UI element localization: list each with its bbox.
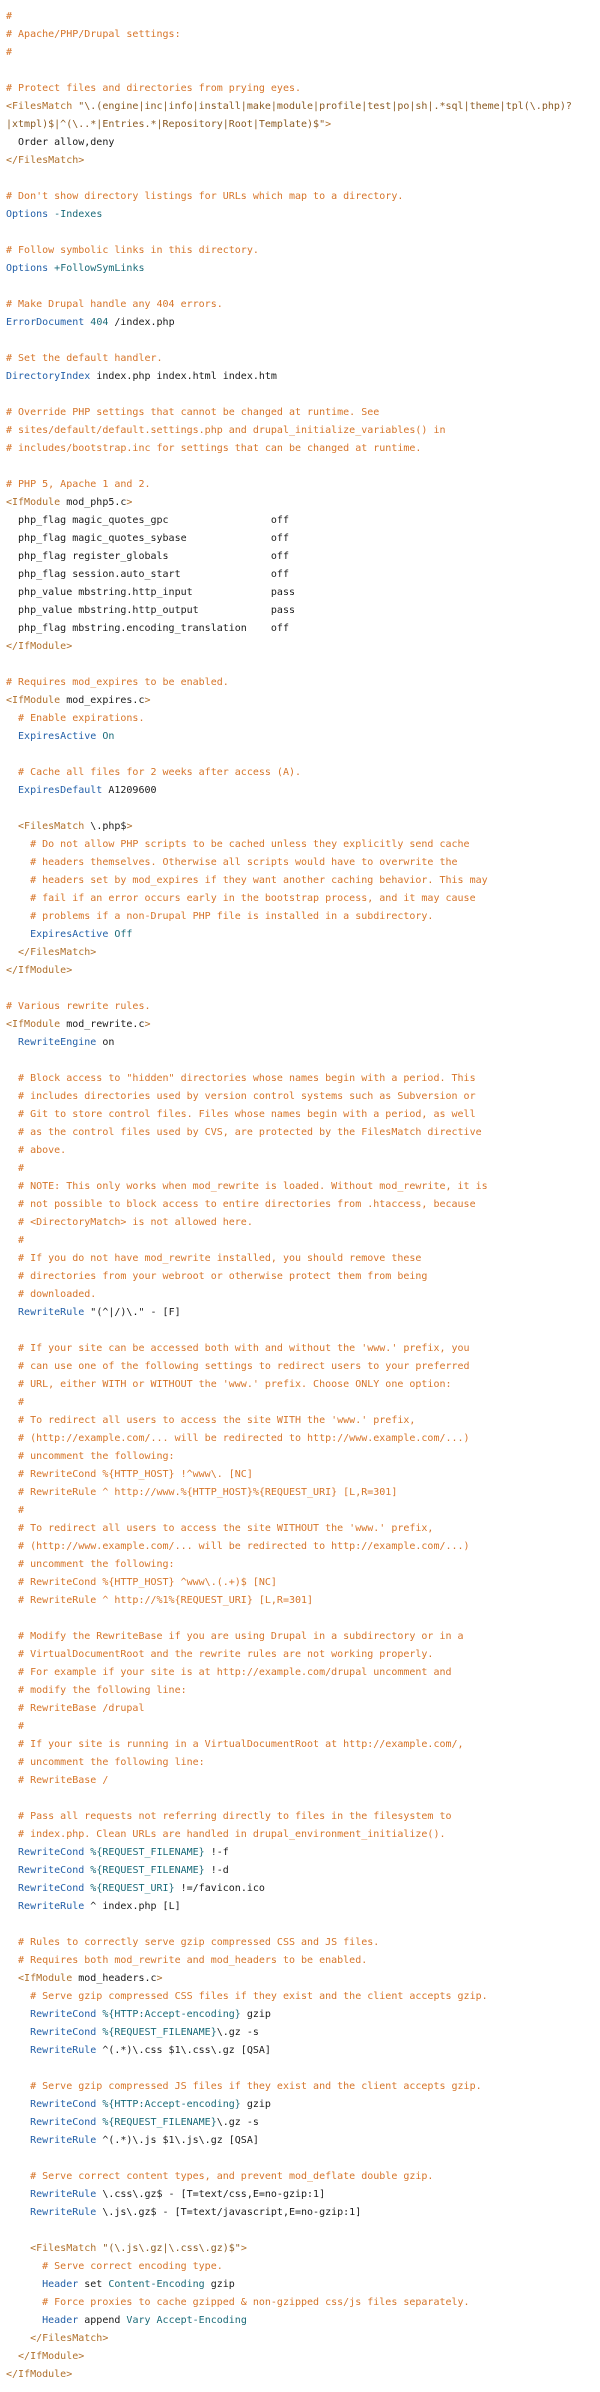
code-token: <IfModule bbox=[6, 497, 61, 508]
code-token: # Requires mod_expires to be enabled. bbox=[6, 677, 229, 688]
code-line bbox=[6, 1088, 600, 1106]
code-token: <FilesMatch bbox=[6, 101, 79, 112]
code-token: # Requires both mod_rewrite and mod_headers to be enabled. bbox=[6, 1955, 368, 1966]
code-token: # RewriteCond %{HTTP_HOST} !^www\. [NC] bbox=[6, 1469, 253, 1480]
code-token: </IfModule> bbox=[6, 965, 73, 976]
code-token: # To redirect all users to access the site WITH the 'www.' prefix, bbox=[6, 1415, 416, 1426]
code-line bbox=[6, 2294, 600, 2312]
code-token: on bbox=[96, 1037, 115, 1048]
code-token: mod_rewrite.c bbox=[60, 1019, 145, 1030]
code-line bbox=[6, 224, 600, 242]
code-line bbox=[6, 1826, 600, 1844]
code-token: # Make Drupal handle any 404 errors. bbox=[6, 299, 223, 310]
code-token: php_flag session.auto_start off bbox=[6, 569, 289, 580]
code-token: -Indexes bbox=[48, 209, 103, 220]
code-token: \.gz -s bbox=[216, 2027, 259, 2038]
code-line bbox=[6, 62, 600, 80]
code-line bbox=[6, 1286, 600, 1304]
code-line bbox=[6, 1520, 600, 1538]
code-line bbox=[6, 1268, 600, 1286]
code-line bbox=[6, 440, 600, 458]
code-line bbox=[6, 1754, 600, 1772]
code-line bbox=[6, 260, 600, 278]
code-line bbox=[6, 314, 600, 332]
code-token: gzip bbox=[240, 2009, 271, 2020]
code-token: RewriteCond bbox=[6, 2027, 97, 2038]
code-token: # Serve gzip compressed JS files if they exist and the client accepts gzip. bbox=[6, 2081, 482, 2092]
code-token: Header bbox=[6, 2315, 79, 2326]
code-line bbox=[6, 2312, 600, 2330]
code-token: RewriteRule bbox=[6, 2045, 97, 2056]
code-token: # RewriteRule ^ http://www.%{HTTP_HOST}%{REQUEST_URI} [L,R=301] bbox=[6, 1487, 398, 1498]
code-line bbox=[6, 1502, 600, 1520]
code-token: php_value mbstring.http_output pass bbox=[6, 605, 295, 616]
code-token: # problems if a non-Drupal PHP file is installed in a subdirectory. bbox=[6, 911, 434, 922]
code-token: # Pass all requests not referring directly to files in the filesystem to bbox=[6, 1811, 452, 1822]
code-token: 404 bbox=[84, 317, 109, 328]
code-token: Options bbox=[6, 209, 49, 220]
code-line bbox=[6, 1970, 600, 1988]
code-line bbox=[6, 1160, 600, 1178]
code-token: </IfModule> bbox=[6, 2369, 73, 2380]
code-token: %{REQUEST_FILENAME} bbox=[84, 1865, 205, 1876]
code-line bbox=[6, 494, 600, 512]
code-token: "(\.js\.gz|\.css\.gz)$" bbox=[96, 2243, 241, 2254]
code-token: # directories from your webroot or otherwise protect them from being bbox=[6, 1271, 428, 1282]
code-line bbox=[6, 1772, 600, 1790]
code-line bbox=[6, 1862, 600, 1880]
code-token: # NOTE: This only works when mod_rewrite is loaded. Without mod_rewrite, it is bbox=[6, 1181, 488, 1192]
code-token: # index.php. Clean URLs are handled in drupal_environment_initialize(). bbox=[6, 1829, 446, 1840]
code-line bbox=[6, 656, 600, 674]
code-line bbox=[6, 2078, 600, 2096]
code-token: RewriteRule bbox=[6, 1901, 85, 1912]
code-token: %{REQUEST_FILENAME} bbox=[96, 2117, 217, 2128]
code-line bbox=[6, 782, 600, 800]
code-token: # bbox=[6, 1235, 25, 1246]
code-token: ExpiresActive bbox=[6, 929, 109, 940]
code-line bbox=[6, 1952, 600, 1970]
code-token: # RewriteBase /drupal bbox=[6, 1703, 145, 1714]
code-token: # includes/bootstrap.inc for settings that can be changed at runtime. bbox=[6, 443, 422, 454]
code-token: <IfModule bbox=[6, 1973, 73, 1984]
code-token: !-f bbox=[204, 1847, 229, 1858]
code-token: Content-Encoding bbox=[102, 2279, 205, 2290]
code-token: # VirtualDocumentRoot and the rewrite rules are not working properly. bbox=[6, 1649, 434, 1660]
code-line bbox=[6, 620, 600, 638]
code-line bbox=[6, 2240, 600, 2258]
code-token: # Force proxies to cache gzipped & non-gzipped css/js files separately. bbox=[6, 2297, 470, 2308]
code-token: +FollowSymLinks bbox=[48, 263, 145, 274]
code-line bbox=[6, 1340, 600, 1358]
code-token: php_flag magic_quotes_gpc off bbox=[6, 515, 289, 526]
code-line bbox=[6, 1556, 600, 1574]
code-line bbox=[6, 1322, 600, 1340]
code-token: <FilesMatch bbox=[6, 2243, 97, 2254]
code-line bbox=[6, 1070, 600, 1088]
code-line bbox=[6, 1142, 600, 1160]
code-line bbox=[6, 800, 600, 818]
code-token: # Serve correct encoding type. bbox=[6, 2261, 223, 2272]
code-line bbox=[6, 710, 600, 728]
code-line bbox=[6, 170, 600, 188]
code-line bbox=[6, 476, 600, 494]
code-token: gzip bbox=[240, 2099, 271, 2110]
code-token: # RewriteBase / bbox=[6, 1775, 109, 1786]
code-token: # Various rewrite rules. bbox=[6, 1001, 151, 1012]
code-token: # bbox=[6, 1505, 25, 1516]
code-token: # Rules to correctly serve gzip compressed CSS and JS files. bbox=[6, 1937, 380, 1948]
code-line bbox=[6, 2186, 600, 2204]
code-line bbox=[6, 1196, 600, 1214]
code-token: RewriteEngine bbox=[6, 1037, 97, 1048]
code-token: mod_headers.c bbox=[72, 1973, 157, 1984]
code-token: ExpiresDefault bbox=[6, 785, 103, 796]
code-token: %{HTTP:Accept-encoding} bbox=[96, 2009, 241, 2020]
code-token: # URL, either WITH or WITHOUT the 'www.' prefix. Choose ONLY one option: bbox=[6, 1379, 452, 1390]
code-token: RewriteRule bbox=[6, 1307, 85, 1318]
code-line bbox=[6, 1124, 600, 1142]
code-token: </FilesMatch> bbox=[6, 2333, 109, 2344]
code-line bbox=[6, 188, 600, 206]
code-line bbox=[6, 2006, 600, 2024]
code-token: # bbox=[6, 1721, 25, 1732]
code-token: \.php$ bbox=[84, 821, 127, 832]
code-token: Vary Accept-Encoding bbox=[120, 2315, 247, 2326]
code-line bbox=[6, 2168, 600, 2186]
code-token: > bbox=[126, 821, 133, 832]
code-line bbox=[6, 890, 600, 908]
code-token: # Protect files and directories from prying eyes. bbox=[6, 83, 302, 94]
code-line bbox=[6, 386, 600, 404]
code-line bbox=[6, 1646, 600, 1664]
code-line bbox=[6, 350, 600, 368]
code-line bbox=[6, 1412, 600, 1430]
code-token: "\.(engine|inc|info|install|make|module|profile|test|po|sh|.*sql|theme|tpl(\.php)? bbox=[78, 101, 572, 112]
code-token: Order allow,deny bbox=[6, 137, 115, 148]
code-token: DirectoryIndex bbox=[6, 371, 91, 382]
code-token: # RewriteRule ^ http://%1%{REQUEST_URI} [L,R=301] bbox=[6, 1595, 314, 1606]
code-token: mod_php5.c bbox=[60, 497, 127, 508]
code-token: # Follow symbolic links in this directory. bbox=[6, 245, 259, 256]
code-line bbox=[6, 1988, 600, 2006]
code-line bbox=[6, 2348, 600, 2366]
code-token: |xtmpl)$|^(\..*|Entries.*|Repository|Root|Template)$" bbox=[6, 119, 326, 130]
code-token: # (http://example.com/... will be redirected to http://www.example.com/...) bbox=[6, 1433, 470, 1444]
code-line bbox=[6, 602, 600, 620]
code-token: RewriteRule bbox=[6, 2135, 97, 2146]
code-line bbox=[6, 2114, 600, 2132]
code-token: # sites/default/default.settings.php and drupal_initialize_variables() in bbox=[6, 425, 446, 436]
code-line bbox=[6, 2276, 600, 2294]
code-line bbox=[6, 1214, 600, 1232]
code-line bbox=[6, 2042, 600, 2060]
code-line bbox=[6, 566, 600, 584]
code-line bbox=[6, 980, 600, 998]
code-line bbox=[6, 1034, 600, 1052]
code-token: set bbox=[78, 2279, 103, 2290]
code-token: gzip bbox=[204, 2279, 235, 2290]
code-token: RewriteCond bbox=[6, 1865, 85, 1876]
code-line bbox=[6, 998, 600, 1016]
code-line bbox=[6, 134, 600, 152]
code-token: php_flag magic_quotes_sybase off bbox=[6, 533, 289, 544]
code-token: A1209600 bbox=[102, 785, 157, 796]
code-token: RewriteRule bbox=[6, 2207, 97, 2218]
code-token: # Do not allow PHP scripts to be cached unless they explicitly send cache bbox=[6, 839, 470, 850]
code-token: %{REQUEST_FILENAME} bbox=[84, 1847, 205, 1858]
code-token: php_flag mbstring.encoding_translation off bbox=[6, 623, 289, 634]
code-token: # <DirectoryMatch> is not allowed here. bbox=[6, 1217, 253, 1228]
code-token: RewriteRule bbox=[6, 2189, 97, 2200]
code-token: # Override PHP settings that cannot be changed at runtime. See bbox=[6, 407, 380, 418]
code-token: Options bbox=[6, 263, 49, 274]
code-token: </IfModule> bbox=[6, 2351, 85, 2362]
code-token: # modify the following line: bbox=[6, 1685, 187, 1696]
code-token: # not possible to block access to entire directories from .htaccess, because bbox=[6, 1199, 476, 1210]
code-line bbox=[6, 548, 600, 566]
code-token: php_flag register_globals off bbox=[6, 551, 289, 562]
code-line bbox=[6, 692, 600, 710]
code-token: !-d bbox=[204, 1865, 229, 1876]
code-line bbox=[6, 1736, 600, 1754]
code-token: RewriteCond bbox=[6, 2117, 97, 2128]
code-token: > bbox=[325, 119, 332, 130]
code-line bbox=[6, 2330, 600, 2348]
code-token: Off bbox=[108, 929, 133, 940]
code-line bbox=[6, 746, 600, 764]
code-line bbox=[6, 1430, 600, 1448]
code-token: </FilesMatch> bbox=[6, 947, 97, 958]
code-line bbox=[6, 2132, 600, 2150]
code-line bbox=[6, 152, 600, 170]
code-line bbox=[6, 674, 600, 692]
code-token: # headers themselves. Otherwise all scripts would have to overwrite the bbox=[6, 857, 458, 868]
code-token: \.css\.gz$ - [T=text/css,E=no-gzip:1] bbox=[96, 2189, 326, 2200]
code-line bbox=[6, 836, 600, 854]
code-token: > bbox=[144, 695, 151, 706]
code-token: # Serve gzip compressed CSS files if they exist and the client accepts gzip. bbox=[6, 1991, 488, 2002]
code-line bbox=[6, 1790, 600, 1808]
code-token: </IfModule> bbox=[6, 641, 73, 652]
code-token: # bbox=[6, 47, 13, 58]
code-token: ErrorDocument bbox=[6, 317, 85, 328]
code-token: mod_expires.c bbox=[60, 695, 145, 706]
code-line bbox=[6, 1358, 600, 1376]
code-token: RewriteCond bbox=[6, 2099, 97, 2110]
code-line bbox=[6, 2150, 600, 2168]
code-token: index.php index.html index.htm bbox=[90, 371, 277, 382]
code-line bbox=[6, 1304, 600, 1322]
code-token: # can use one of the following settings to redirect users to your preferred bbox=[6, 1361, 470, 1372]
code-token: # bbox=[6, 1163, 25, 1174]
code-token: # Don't show directory listings for URLs which map to a directory. bbox=[6, 191, 404, 202]
code-line bbox=[6, 26, 600, 44]
code-line bbox=[6, 368, 600, 386]
code-line bbox=[6, 2222, 600, 2240]
code-line bbox=[6, 530, 600, 548]
code-token: # RewriteCond %{HTTP_HOST} ^www\.(.+)$ [NC] bbox=[6, 1577, 277, 1588]
code-line bbox=[6, 1232, 600, 1250]
code-line bbox=[6, 44, 600, 62]
code-line bbox=[6, 1376, 600, 1394]
code-token: <FilesMatch bbox=[6, 821, 85, 832]
code-line bbox=[6, 2258, 600, 2276]
code-line bbox=[6, 1574, 600, 1592]
code-line bbox=[6, 584, 600, 602]
code-line bbox=[6, 458, 600, 476]
code-line bbox=[6, 2060, 600, 2078]
code-token: > bbox=[156, 1973, 163, 1984]
code-token: # includes directories used by version control systems such as Subversion or bbox=[6, 1091, 476, 1102]
code-token: # bbox=[6, 1397, 25, 1408]
code-line bbox=[6, 422, 600, 440]
code-token: RewriteCond bbox=[6, 2009, 97, 2020]
code-token: </FilesMatch> bbox=[6, 155, 85, 166]
code-line bbox=[6, 728, 600, 746]
code-line bbox=[6, 1394, 600, 1412]
code-line bbox=[6, 1808, 600, 1826]
code-token: %{REQUEST_URI} bbox=[84, 1883, 175, 1894]
code-token: # For example if your site is at http://example.com/drupal uncomment and bbox=[6, 1667, 452, 1678]
code-line bbox=[6, 1718, 600, 1736]
code-line bbox=[6, 764, 600, 782]
code-token: # Modify the RewriteBase if you are using Drupal in a subdirectory or in a bbox=[6, 1631, 464, 1642]
code-line bbox=[6, 1700, 600, 1718]
code-line bbox=[6, 1592, 600, 1610]
code-line bbox=[6, 944, 600, 962]
code-token: > bbox=[144, 1019, 151, 1030]
code-line bbox=[6, 1898, 600, 1916]
code-line bbox=[6, 1844, 600, 1862]
code-line bbox=[6, 296, 600, 314]
code-line bbox=[6, 1106, 600, 1124]
code-line bbox=[6, 1880, 600, 1898]
code-line bbox=[6, 1052, 600, 1070]
code-token: ExpiresActive bbox=[6, 731, 97, 742]
code-line bbox=[6, 1538, 600, 1556]
code-line bbox=[6, 404, 600, 422]
code-token: # above. bbox=[6, 1145, 67, 1156]
code-token: # uncomment the following line: bbox=[6, 1757, 205, 1768]
code-token: \.js\.gz$ - [T=text/javascript,E=no-gzip:1] bbox=[96, 2207, 362, 2218]
code-token: # downloaded. bbox=[6, 1289, 97, 1300]
code-line bbox=[6, 818, 600, 836]
code-line bbox=[6, 1466, 600, 1484]
code-line bbox=[6, 962, 600, 980]
code-token: php_value mbstring.http_input pass bbox=[6, 587, 295, 598]
code-token: # fail if an error occurs early in the bootstrap process, and it may cause bbox=[6, 893, 476, 904]
code-line bbox=[6, 206, 600, 224]
code-token: # headers set by mod_expires if they want another caching behavior. This may bbox=[6, 875, 488, 886]
code-token: On bbox=[96, 731, 115, 742]
code-token: append bbox=[78, 2315, 121, 2326]
code-line bbox=[6, 1664, 600, 1682]
code-line bbox=[6, 2096, 600, 2114]
code-token: > bbox=[240, 2243, 247, 2254]
code-line bbox=[6, 854, 600, 872]
code-line bbox=[6, 116, 600, 134]
code-token: ^ index.php [L] bbox=[84, 1901, 181, 1912]
code-line bbox=[6, 278, 600, 296]
code-token: # Enable expirations. bbox=[6, 713, 145, 724]
code-line bbox=[6, 638, 600, 656]
code-token: # uncomment the following: bbox=[6, 1451, 175, 1462]
code-token: !=/favicon.ico bbox=[174, 1883, 265, 1894]
code-line bbox=[6, 1934, 600, 1952]
code-token: RewriteCond bbox=[6, 1883, 85, 1894]
code-token: # If your site is running in a VirtualDocumentRoot at http://example.com/, bbox=[6, 1739, 464, 1750]
code-line bbox=[6, 512, 600, 530]
code-token: # bbox=[6, 11, 13, 22]
code-token: <IfModule bbox=[6, 695, 61, 706]
code-line bbox=[6, 8, 600, 26]
code-line bbox=[6, 872, 600, 890]
code-line bbox=[6, 332, 600, 350]
code-token: RewriteCond bbox=[6, 1847, 85, 1858]
code-token: <IfModule bbox=[6, 1019, 61, 1030]
code-token: Header bbox=[6, 2279, 79, 2290]
code-line bbox=[6, 1178, 600, 1196]
code-line bbox=[6, 1682, 600, 1700]
code-line bbox=[6, 1610, 600, 1628]
code-line bbox=[6, 2024, 600, 2042]
code-token: # as the control files used by CVS, are protected by the FilesMatch directive bbox=[6, 1127, 482, 1138]
code-token: > bbox=[126, 497, 133, 508]
code-line bbox=[6, 1016, 600, 1034]
code-line bbox=[6, 908, 600, 926]
code-token: # Git to store control files. Files whose names begin with a period, as well bbox=[6, 1109, 476, 1120]
code-token: # If your site can be accessed both with and without the 'www.' prefix, you bbox=[6, 1343, 470, 1354]
code-line bbox=[6, 1484, 600, 1502]
code-token: ^(.*)\.js $1\.js\.gz [QSA] bbox=[96, 2135, 259, 2146]
code-token: # Set the default handler. bbox=[6, 353, 163, 364]
code-token: %{HTTP:Accept-encoding} bbox=[96, 2099, 241, 2110]
code-line bbox=[6, 98, 600, 116]
code-token: # Cache all files for 2 weeks after access (A). bbox=[6, 767, 302, 778]
code-line bbox=[6, 1250, 600, 1268]
code-token: # PHP 5, Apache 1 and 2. bbox=[6, 479, 151, 490]
code-line bbox=[6, 1628, 600, 1646]
code-line bbox=[6, 926, 600, 944]
code-line bbox=[6, 1916, 600, 1934]
code-token: # If you do not have mod_rewrite installed, you should remove these bbox=[6, 1253, 422, 1264]
code-line bbox=[6, 80, 600, 98]
code-token: # Block access to "hidden" directories whose names begin with a period. This bbox=[6, 1073, 476, 1084]
code-line bbox=[6, 2204, 600, 2222]
code-token: # Serve correct content types, and prevent mod_deflate double gzip. bbox=[6, 2171, 434, 2182]
code-token: %{REQUEST_FILENAME} bbox=[96, 2027, 217, 2038]
code-token: # To redirect all users to access the site WITHOUT the 'www.' prefix, bbox=[6, 1523, 434, 1534]
code-token: "(^|/)\." - [F] bbox=[84, 1307, 181, 1318]
code-line bbox=[6, 2366, 600, 2384]
code-token: /index.php bbox=[108, 317, 175, 328]
code-line bbox=[6, 1448, 600, 1466]
code-token: ^(.*)\.css $1\.css\.gz [QSA] bbox=[96, 2045, 271, 2056]
code-token: # (http://www.example.com/... will be redirected to http://example.com/...) bbox=[6, 1541, 470, 1552]
code-token: # Apache/PHP/Drupal settings: bbox=[6, 29, 181, 40]
code-token: # uncomment the following: bbox=[6, 1559, 175, 1570]
code-token: \.gz -s bbox=[216, 2117, 259, 2128]
code-line bbox=[6, 242, 600, 260]
